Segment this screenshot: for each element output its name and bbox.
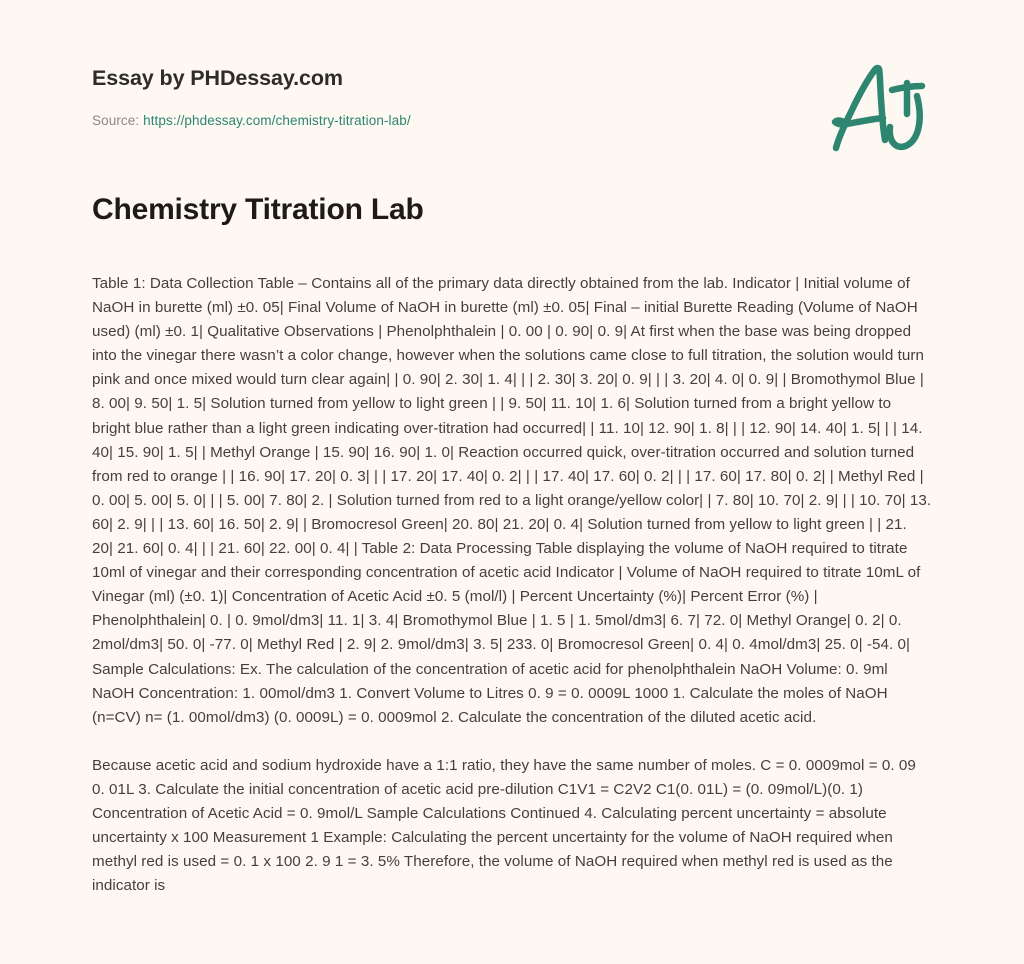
paragraph-1: Table 1: Data Collection Table – Contains all of the primary data directly obtained from the lab. Indicator | Initial volume of NaOH in burette (ml) ±0. 05| Final Volume of NaOH in burette (ml) ±0. 05| Final – initial Burette Reading (Volume of NaOH used) (ml) ±0. 1| Qualitative Observations | Phenolphthalein | 0. 00 | 0. 90| 0. 9| At first when the base was being dropped into the vinegar there wasn’t a color change, however when the solutions came close to full titration, the solution would turn pink and once mixed would turn clear again| | 0. 90| 2. 30| 1. 4| | | 2. 30| 3. 20| 0. 9| | | 3. 20| 4. 0| 0. 9| | Bromothymol Blue | 8. 00| 9. 50| 1. 5| Solution turned from yellow to light green | | 9. 50| 11. 10| 1. 6| Solution turned from a bright yellow to bright blue rather than a light green indicating over-titration had occurred| | 11. 10| 12. 90| 1. 8| | | 12. 90| 14. 40| 1. 5| | | 14. 40| 15. 90| 1. 5| | Methyl Orange | 15. 90| 16. 90| 1. 0| Reaction occurred quick, over-titration occurred and solution turned from red to orange | | 16. 90| 17. 20| 0. 3| | | 17. 20| 17. 40| 0. 2| | | 17. 40| 17. 60| 0. 2| | | 17. 60| 17. 80| 0. 2| | Methyl Red | 0. 00| 5. 00| 5. 0| | | 5. 00| 7. 80| 2. | Solution turned from red to a light orange/yellow color| | 7. 80| 10. 70| 2. 9| | | 10. 70| 13. 60| 2. 9| | | 13. 60| 16. 50| 2. 9| | Bromocresol Green| 20. 80| 21. 20| 0. 4| Solution turned from yellow to light green | | 21. 20| 21. 60| 0. 4| | | 21. 60| 22. 00| 0. 4| | Table 2: Data Processing Table displaying the volume of NaOH required to titrate 10ml of vinegar and their corresponding concentration of acetic acid Indicator | Volume of NaOH required to titrate 10mL of Vinegar (ml) (±0. 1)| Concentration of Acetic Acid ±0. 5 (mol/l) | Percent Uncertainty (%)| Percent Error (%) | Phenolphthalein| 0. | 0. 9mol/dm3| 11. 1| 3. 4| Bromothymol Blue | 1. 5 | 1. 5mol/dm3| 6. 7| 72. 0| Methyl Orange| 0. 2| 0. 2mol/dm3| 50. 0| -77. 0| Methyl Red | 2. 9| 2. 9mol/dm3| 3. 5| 233. 0| Bromocresol Green| 0. 4| 0. 4mol/dm3| 25. 0| -54. 0| Sample Calculations: Ex. The calculation of the concentration of acetic acid for phenolphthalein NaOH Volume: 0. 9ml NaOH Concentration: 1. 00mol/dm3 1. Convert Volume to Litres 0. 9 = 0. 0009L 1000 1. Calculate the moles of NaOH (n=CV) n= (1. 00mol/dm3) (0. 0009L) = 0. 0009mol 2. Calculate the concentration of the diluted acetic acid. (92, 275, 932, 726)
source-label: Source: (92, 112, 140, 128)
page-title: Chemistry Titration Lab (92, 193, 424, 226)
paragraph-2: Because acetic acid and sodium hydroxide have a 1:1 ratio, they have the same number of moles. C = 0. 0009mol = 0. 09 0. 01L 3. Calculate the initial concentration of acetic acid pre-dilution C1V1 = C2V2 C1(0. 01L) = (0. 09mol/L)(0. 1) Concentration of Acetic Acid = 0. 9mol/L Sample Calculations Continued 4. Calculating percent uncertainty = absolute uncertainty x 100 Measurement 1 Example: Calculating the percent uncertainty for the volume of NaOH required when methyl red is used = 0. 1 x 100 2. 9 1 = 3. 5% Therefore, the volume of NaOH required when methyl red is used as the indicator is (92, 756, 916, 895)
brand-title: Essay by PHDessay.com (92, 66, 343, 90)
page-header (92, 0, 932, 128)
a-plus-logo-icon (818, 52, 942, 162)
article-body (92, 228, 932, 898)
a-plus-logo (818, 52, 942, 162)
source-link[interactable]: https://phdessay.com/chemistry-titration-lab/ (143, 112, 411, 128)
source-line (92, 92, 932, 130)
